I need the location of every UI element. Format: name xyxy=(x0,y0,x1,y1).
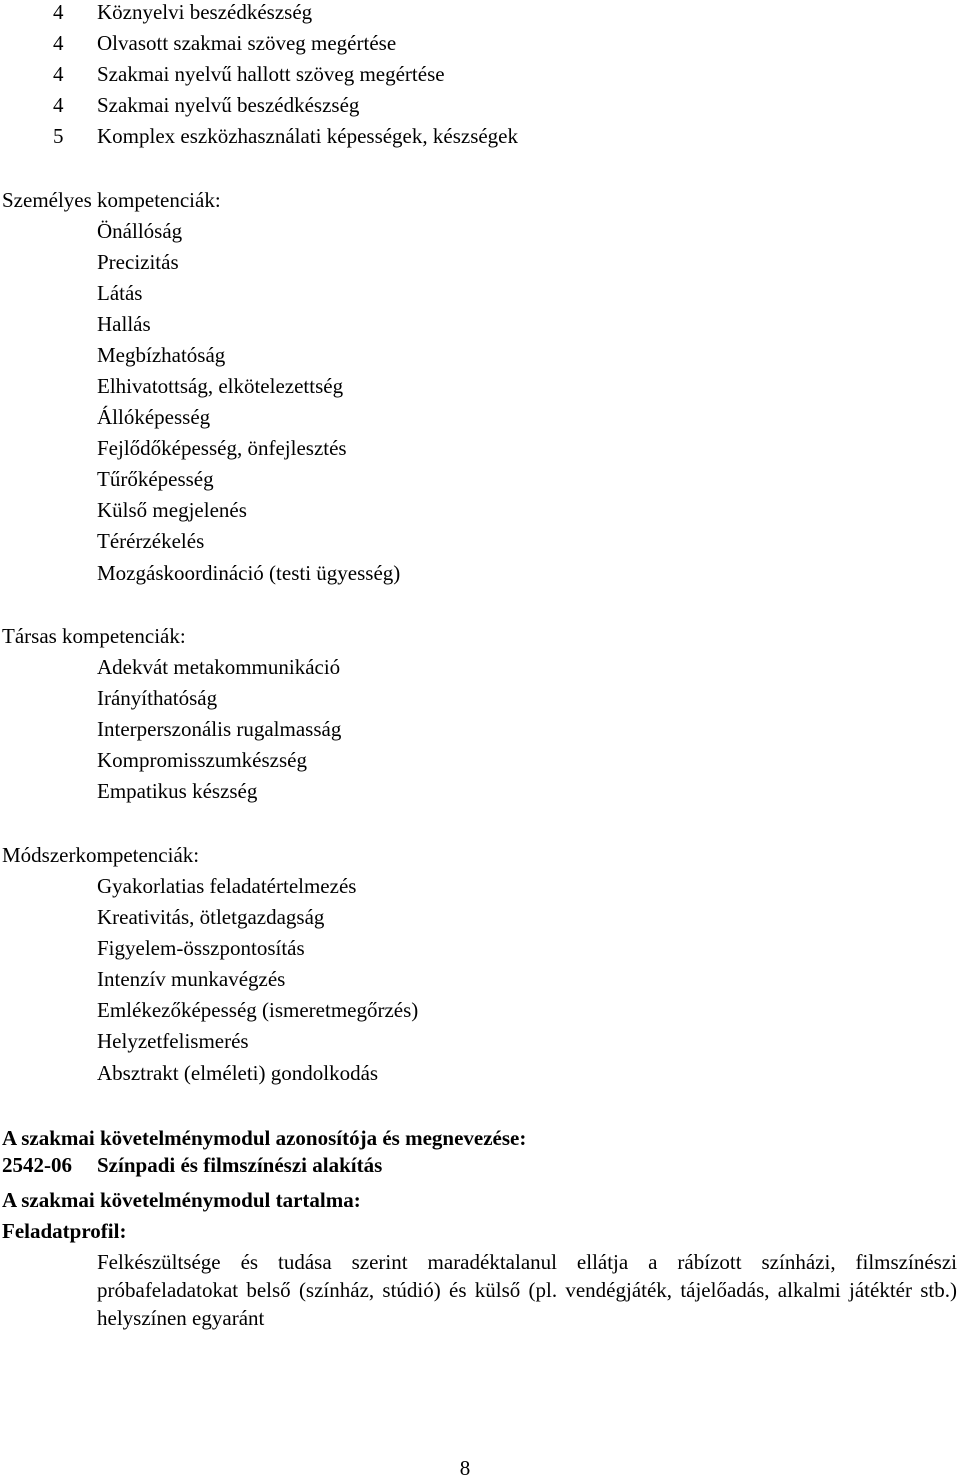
skill-level: 4 xyxy=(53,31,64,55)
list-item: Kreativitás, ötletgazdagság xyxy=(97,905,325,929)
skill-level: 4 xyxy=(53,93,64,117)
list-item: Interperszonális rugalmasság xyxy=(97,717,342,741)
module-code: 2542-06 xyxy=(2,1153,72,1177)
skill-label: Olvasott szakmai szöveg megértése xyxy=(97,31,397,55)
skill-label: Szakmai nyelvű beszédkészség xyxy=(97,93,360,117)
list-item: Adekvát metakommunikáció xyxy=(97,655,341,679)
list-item: Hallás xyxy=(97,312,151,336)
module-content-heading: A szakmai követelménymodul tartalma: xyxy=(2,1188,361,1212)
list-item: Irányíthatóság xyxy=(97,686,218,710)
list-item: Empatikus készség xyxy=(97,779,258,803)
skill-label: Komplex eszközhasználati képességek, készségek xyxy=(97,124,519,148)
list-item: Gyakorlatias feladatértelmezés xyxy=(97,874,357,898)
list-item: Elhivatottság, elkötelezettség xyxy=(97,374,344,398)
skill-level: 4 xyxy=(53,0,64,24)
page-number: 8 xyxy=(459,1456,471,1480)
task-profile-heading: Feladatprofil: xyxy=(2,1219,127,1243)
list-item: Látás xyxy=(97,281,143,305)
list-item: Fejlődőképesség, önfejlesztés xyxy=(97,436,347,460)
list-item: Kompromisszumkészség xyxy=(97,748,307,772)
list-item: Figyelem-összpontosítás xyxy=(97,936,305,960)
skill-label: Köznyelvi beszédkészség xyxy=(97,0,313,24)
list-item: Tűrőképesség xyxy=(97,467,214,491)
list-item: Helyzetfelismerés xyxy=(97,1029,249,1053)
task-profile-text: Felkészültsége és tudása szerint maradéktalanul ellátja a rábízott színházi, filmszínészi próbafeladatokat belső (színház, stúdió) és külső (pl. vendégjáték, tájelőadás, alkalmi játéktér stb.) helyszínen egyaránt xyxy=(97,1250,957,1330)
personal-competencies-heading: Személyes kompetenciák: xyxy=(2,188,221,212)
list-item: Intenzív munkavégzés xyxy=(97,967,286,991)
list-item: Térérzékelés xyxy=(97,529,205,553)
skill-level: 5 xyxy=(53,124,64,148)
list-item: Emlékezőképesség (ismeretmegőrzés) xyxy=(97,998,419,1022)
list-item: Állóképesség xyxy=(97,405,211,429)
list-item: Önállóság xyxy=(97,219,183,243)
list-item: Absztrakt (elméleti) gondolkodás xyxy=(97,1061,379,1085)
module-name: Színpadi és filmszínészi alakítás xyxy=(97,1153,383,1177)
list-item: Precizitás xyxy=(97,250,179,274)
skill-label: Szakmai nyelvű hallott szöveg megértése xyxy=(97,62,445,86)
list-item: Külső megjelenés xyxy=(97,498,247,522)
social-competencies-heading: Társas kompetenciák: xyxy=(2,624,186,648)
list-item: Mozgáskoordináció (testi ügyesség) xyxy=(97,561,401,585)
list-item: Megbízhatóság xyxy=(97,343,226,367)
method-competencies-heading: Módszerkompetenciák: xyxy=(2,843,200,867)
module-id-heading: A szakmai követelménymodul azonosítója és megnevezése: xyxy=(2,1126,527,1150)
skill-level: 4 xyxy=(53,62,64,86)
